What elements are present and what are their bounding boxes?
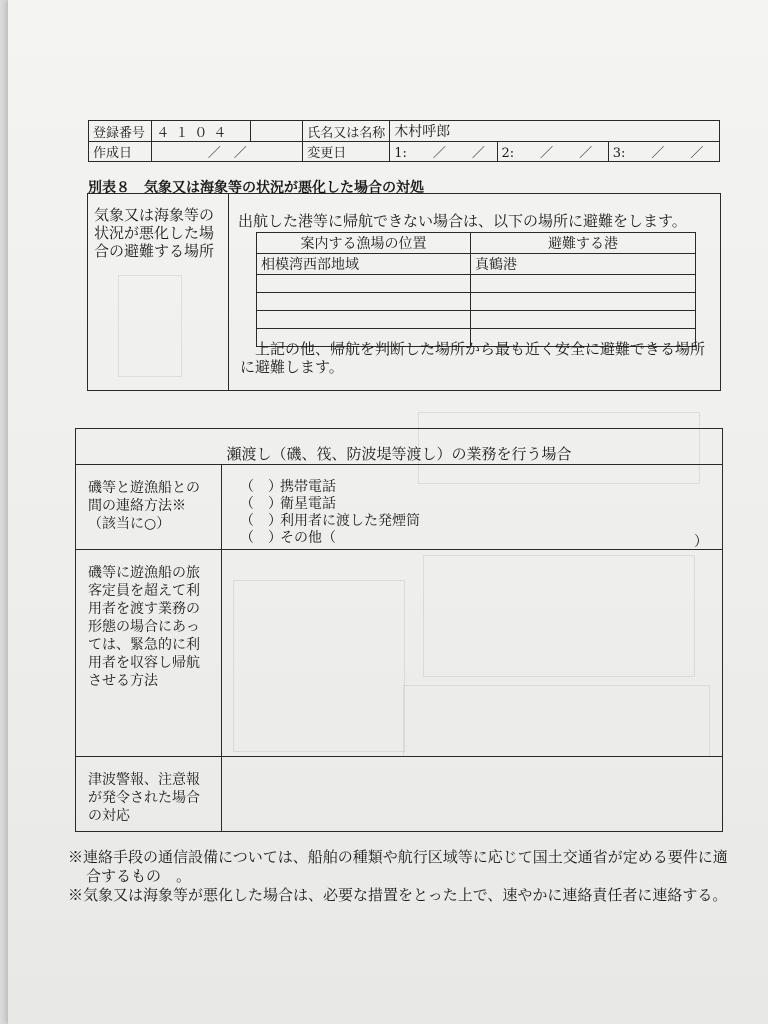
option-text: その他（ [280, 530, 336, 546]
option-item [240, 496, 420, 513]
option-text: 携帯電話 [280, 479, 336, 495]
table8-intro: 出航した港等に帰航できない場合は、以下の場所に避難をします。 [238, 212, 687, 230]
table-row [257, 311, 696, 329]
option-mark: （ ） [240, 479, 282, 495]
name-value: 木村呼郎 [390, 121, 720, 142]
location-cell: 相模湾西部地域 [257, 254, 471, 275]
change-date-3: 3: ／ ／ [608, 142, 719, 162]
option-mark: （ ） [240, 530, 282, 546]
name-label: 氏名又は名称 [303, 121, 390, 142]
table8-note [240, 340, 710, 376]
tsunami-label: 津波警報、注意報が発令された場合の対応 [76, 757, 222, 831]
footnotes [68, 848, 738, 905]
port-cell: 真鶴港 [471, 254, 696, 275]
table-row [257, 254, 696, 275]
contact-method-row [76, 465, 722, 550]
blank-cell [250, 121, 302, 142]
option-mark: （ ） [240, 496, 282, 512]
contact-method-label: 磯等と遊漁船との間の連絡方法※（該当に○） [76, 465, 222, 549]
other-close-paren: ） [694, 534, 708, 550]
option-item [240, 479, 420, 496]
table-row [257, 275, 696, 293]
return-method-label: 磯等に遊漁船の旅客定員を超えて利用者を渡す業務の形態の場合にあっては、緊急的に利用者を収容し帰航させる方法 [76, 550, 222, 756]
refuge-header-row [257, 233, 696, 254]
created-label: 作成日 [89, 142, 152, 162]
change-date-2: 2: ／ ／ [497, 142, 608, 162]
contact-options [240, 479, 420, 547]
table8-left-label: 気象又は海象等の状況が悪化した場合の避難する場所 [88, 194, 229, 390]
table8-box [87, 193, 721, 391]
location-cell [257, 275, 471, 293]
table8-title: 別表８ 気象又は海象等の状況が悪化した場合の対処 [88, 180, 424, 196]
document-page [8, 0, 768, 1024]
change-date-1: 1: ／ ／ [390, 142, 497, 162]
port-cell [471, 293, 696, 311]
footnote: ※気象又は海象等が悪化した場合は、必要な措置をとった上で、速やかに連絡責任者に連絡する。 [68, 886, 728, 904]
table9-title: 瀬渡し（磯、筏、防波堤等渡し）の業務を行う場合 [76, 429, 722, 465]
registration-table [88, 120, 720, 162]
reg-no-label: 登録番号 [89, 121, 152, 142]
reg-no-value: ４１０４ [152, 121, 250, 142]
table8-note-text: 上記の他、帰航を判断した場所から最も近く安全に避難できる場所に避難します。 [240, 340, 706, 376]
registration-row [89, 121, 720, 142]
option-item [240, 513, 420, 530]
port-cell [471, 311, 696, 329]
option-text: 利用者に渡した発煙筒 [280, 513, 420, 529]
footnote: ※連絡手段の通信設備については、船舶の種類や航行区域等に応じて国土交通省が定める要件に適合するもの 。 [68, 848, 728, 885]
port-cell [471, 275, 696, 293]
location-cell [257, 293, 471, 311]
created-date: ／ ／ [152, 142, 303, 162]
return-method-row [76, 550, 722, 757]
col-port-header: 避難する港 [471, 233, 696, 254]
changed-label: 変更日 [303, 142, 390, 162]
dates-row [89, 142, 720, 162]
table9-box [75, 428, 723, 832]
col-location-header: 案内する漁場の位置 [257, 233, 471, 254]
option-item [240, 530, 420, 547]
option-mark: （ ） [240, 513, 282, 529]
location-cell [257, 311, 471, 329]
table-row [257, 293, 696, 311]
tsunami-row [76, 757, 722, 831]
refuge-port-table [256, 232, 696, 347]
option-text: 衛星電話 [280, 496, 336, 512]
